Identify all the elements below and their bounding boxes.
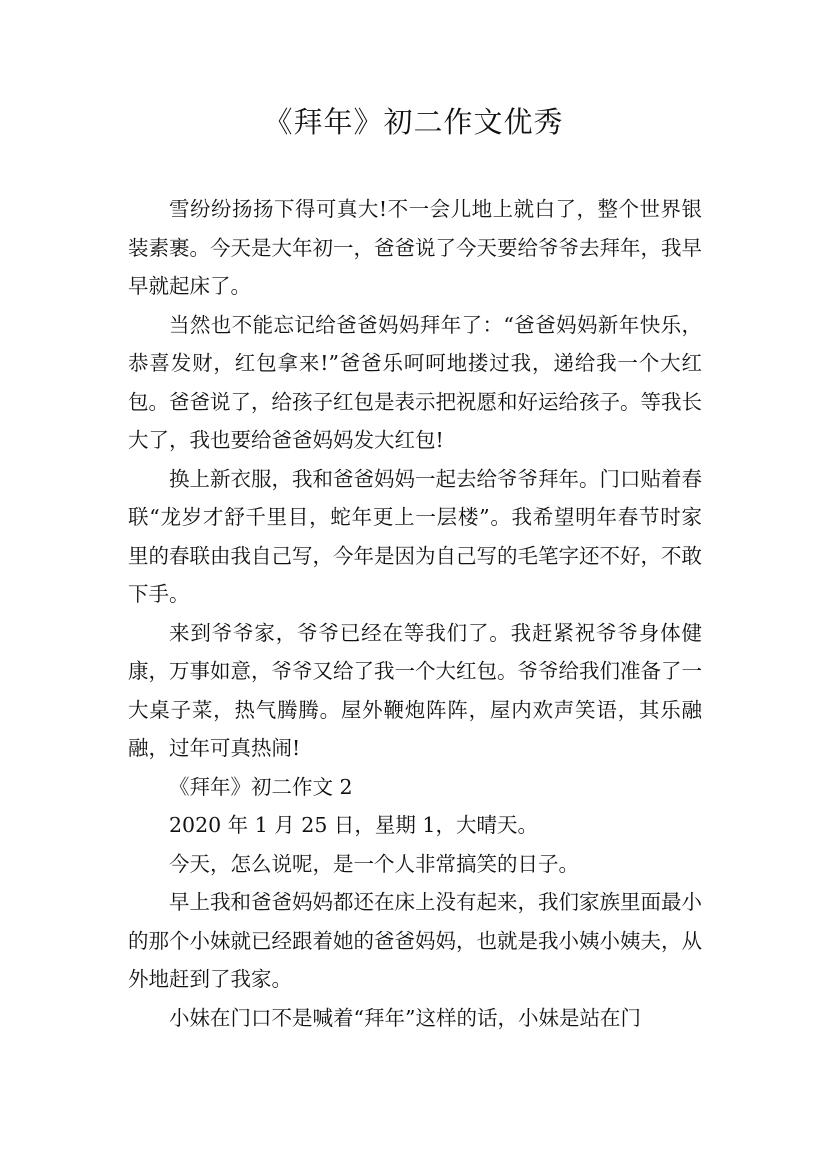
- section-heading: 《拜年》初二作文 2: [169, 774, 353, 799]
- paragraph: 早上我和爸爸妈妈都还在床上没有起来，我们家族里面最小的那个小妹就已经跟着她的爸爸妈妈，也就是我小姨小姨夫，从外地赶到了我家。: [128, 890, 702, 991]
- document-body: [128, 190, 702, 1037]
- paragraph: 换上新衣服，我和爸爸妈妈一起去给爷爷拜年。门口贴着春联“龙岁才舒千里目，蛇年更上一层楼”。我希望明年春节时家里的春联由我自己写，今年是因为自己写的毛笔字还不好，不敢下手。: [128, 466, 702, 606]
- paragraph: 小妹在门口不是喊着“拜年”这样的话，小妹是站在门: [169, 1005, 641, 1030]
- paragraph: 雪纷纷扬扬下得可真大!不一会儿地上就白了，整个世界银装素裹。今天是大年初一，爸爸说了今天要给爷爷去拜年，我早早就起床了。: [128, 197, 702, 298]
- document-title: 《拜年》初二作文优秀: [263, 105, 564, 139]
- paragraph: 今天，怎么说呢，是一个人非常搞笑的日子。: [169, 851, 579, 876]
- paragraph: 2020 年 1 月 25 日，星期 1，大晴天。: [169, 813, 538, 837]
- paragraph: 来到爷爷家，爷爷已经在等我们了。我赶紧祝爷爷身体健康，万事如意，爷爷又给了我一个大红包。爷爷给我们准备了一大桌子菜，热气腾腾。屋外鞭炮阵阵，屋内欢声笑语，其乐融融，过年可真热闹!: [128, 620, 702, 760]
- paragraph: 当然也不能忘记给爸爸妈妈拜年了：“爸爸妈妈新年快乐，恭喜发财，红包拿来!”爸爸乐呵呵地搂过我，递给我一个大红包。爸爸说了，给孩子红包是表示把祝愿和好运给孩子。等我长大了，我也要给爸爸妈妈发大红包!: [128, 312, 702, 452]
